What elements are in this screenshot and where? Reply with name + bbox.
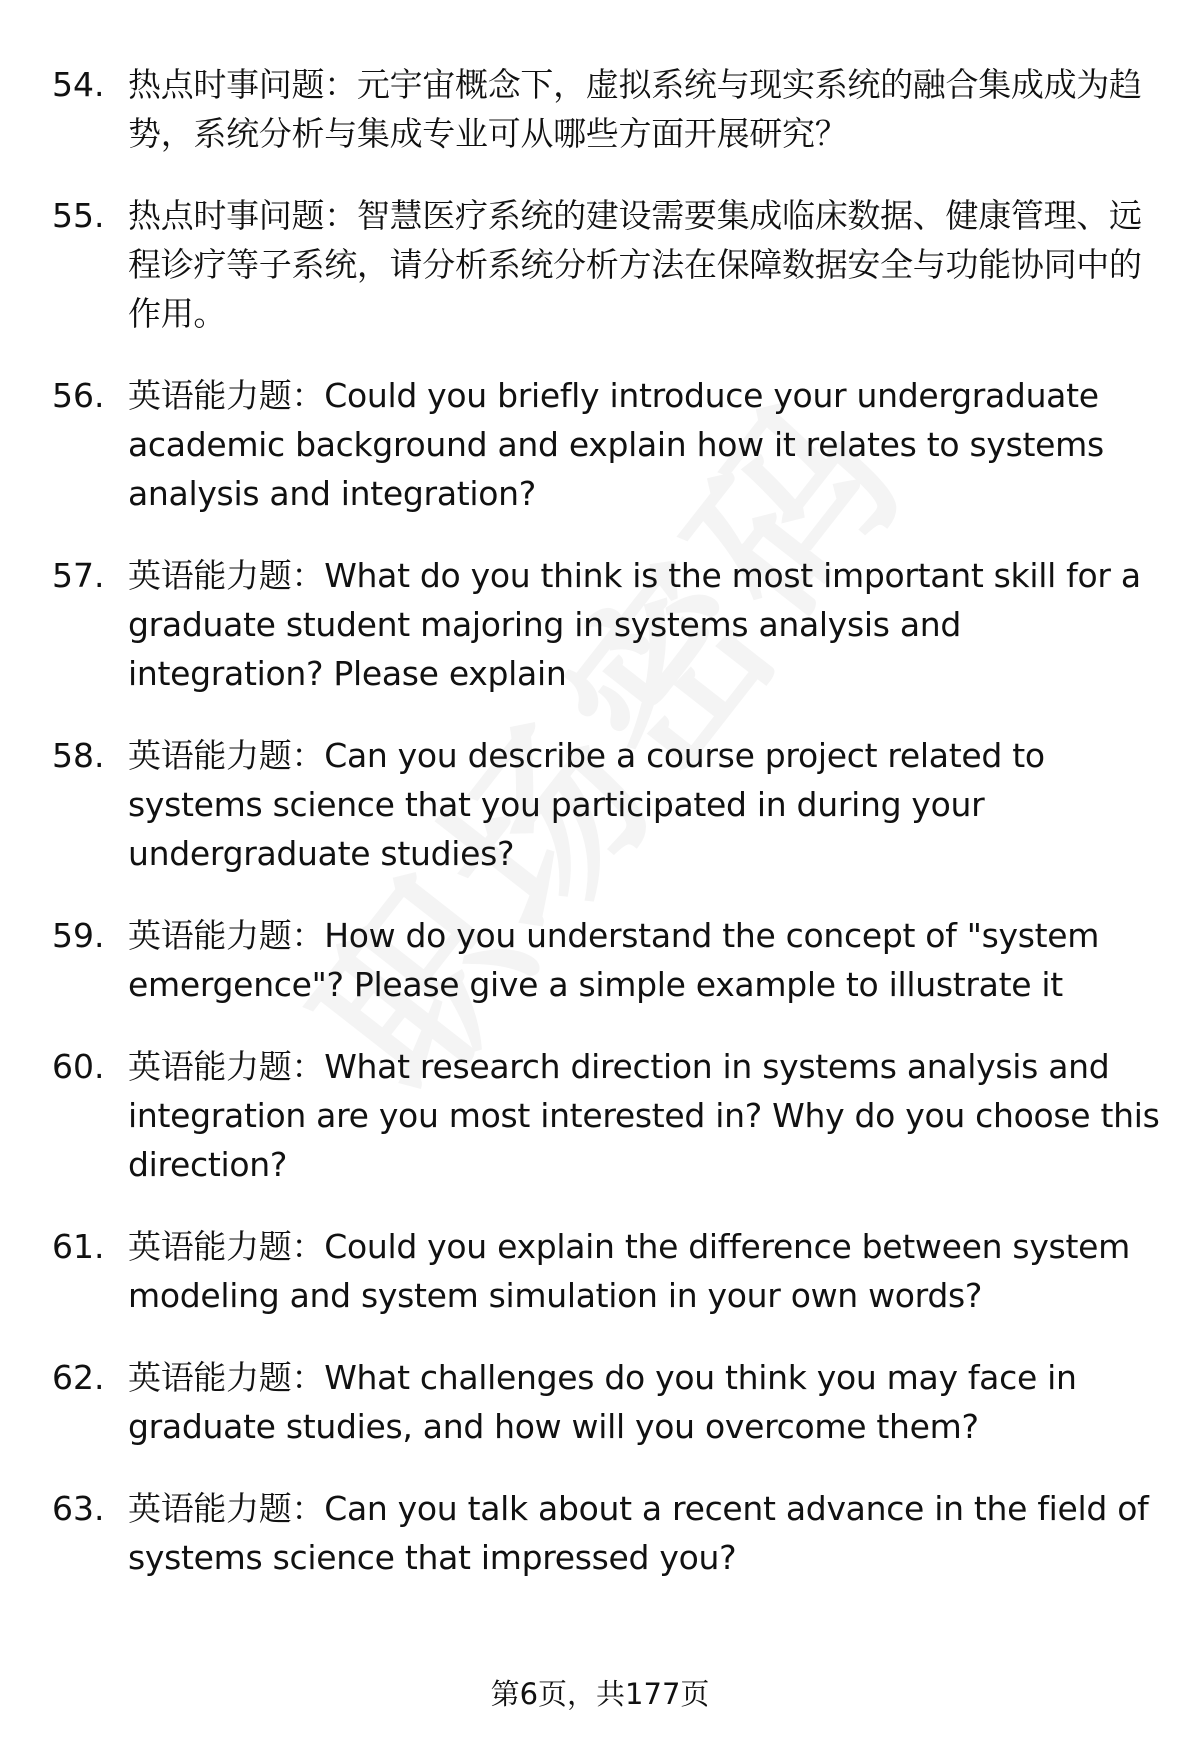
question-text: 英语能力题：Can you talk about a recent advance in the field of systems science that impressed you? (128, 1489, 1149, 1577)
question-text: 英语能力题：Could you briefly introduce your undergraduate academic background and explain how it relates to systems analysis and integration? (128, 376, 1104, 513)
question-item-55 (52, 191, 1160, 338)
question-item-54 (52, 60, 1160, 158)
page-number: 第6页，共177页 (490, 1677, 710, 1711)
question-text: 英语能力题：What do you think is the most important skill for a graduate student majoring in systems analysis and integration? Please explain (128, 556, 1141, 693)
question-item-56 (52, 371, 1160, 518)
question-item-62 (52, 1353, 1160, 1451)
question-text: 英语能力题：Can you describe a course project related to systems science that you participated in during your undergraduate studies? (128, 736, 1045, 873)
question-item-63 (52, 1484, 1160, 1582)
question-number: 56. (52, 376, 105, 415)
question-number: 59. (52, 916, 105, 955)
question-text: 热点时事问题：智慧医疗系统的建设需要集成临床数据、健康管理、远程诊疗等子系统，请分析系统分析方法在保障数据安全与功能协同中的作用。 (128, 196, 1142, 333)
question-number: 60. (52, 1047, 105, 1086)
question-item-60 (52, 1042, 1160, 1189)
question-text: 英语能力题：Could you explain the difference between system modeling and system simulation in your own words? (128, 1227, 1130, 1315)
question-item-61 (52, 1222, 1160, 1320)
question-number: 62. (52, 1358, 105, 1397)
question-item-57 (52, 551, 1160, 698)
question-list (0, 60, 1200, 1615)
question-text: 英语能力题：How do you understand the concept of "system emergence"? Please give a simple example to illustrate it (128, 916, 1100, 1004)
question-number: 57. (52, 556, 105, 595)
question-item-58 (52, 731, 1160, 878)
question-number: 58. (52, 736, 105, 775)
question-number: 55. (52, 196, 105, 235)
question-number: 54. (52, 65, 105, 104)
question-number: 61. (52, 1227, 105, 1266)
question-text: 热点时事问题：元宇宙概念下，虚拟系统与现实系统的融合集成成为趋势，系统分析与集成专业可从哪些方面开展研究？ (128, 65, 1142, 153)
question-text: 英语能力题：What challenges do you think you may face in graduate studies, and how will you overcome them? (128, 1358, 1077, 1446)
question-text: 英语能力题：What research direction in systems analysis and integration are you most interested in? Why do you choose this direction? (128, 1047, 1160, 1184)
question-item-59 (52, 911, 1160, 1009)
question-number: 63. (52, 1489, 105, 1528)
